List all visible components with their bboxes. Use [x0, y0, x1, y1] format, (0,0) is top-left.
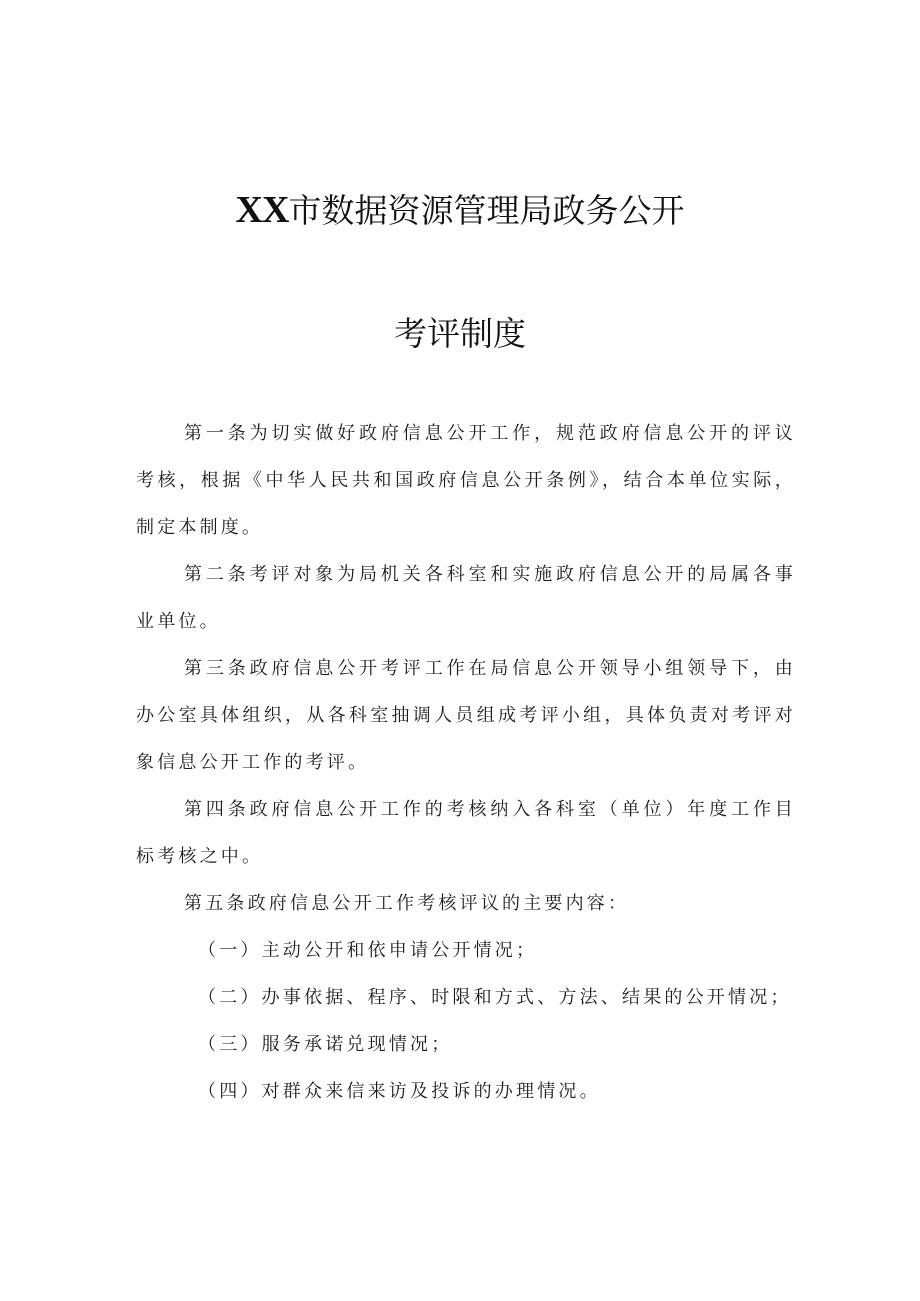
list-item-2: （二）办事依据、程序、时限和方式、方法、结果的公开情况； — [198, 987, 792, 1008]
article-4: 第四条政府信息公开工作的考核纳入各科室（单位）年度工作目标考核之中。 — [136, 799, 796, 867]
title-prefix: XX — [235, 189, 289, 231]
list-item-3: （三）服务承诺兑现情况； — [198, 1034, 453, 1055]
document-body — [136, 410, 796, 1115]
article-1: 第一条为切实做好政府信息公开工作，规范政府信息公开的评议考核，根据《中华人民共和国政府信息公开条例》，结合本单位实际，制定本制度。 — [136, 423, 796, 538]
list-item-4: （四）对群众来信来访及投诉的办理情况。 — [198, 1081, 601, 1102]
title-line-1-text: 市数据资源管理局政务公开 — [288, 191, 685, 230]
document-title-line-2: 考评制度 — [394, 314, 526, 353]
list-item-1: （一）主动公开和依申请公开情况； — [198, 940, 538, 961]
document-title-line-1 — [0, 190, 920, 231]
article-3: 第三条政府信息公开考评工作在局信息公开领导小组领导下，由办公室具体组织，从各科室抽调人员组成考评小组，具体负责对考评对象信息公开工作的考评。 — [136, 658, 796, 773]
article-2: 第二条考评对象为局机关各科室和实施政府信息公开的局属各事业单位。 — [136, 564, 796, 632]
article-5: 第五条政府信息公开工作考核评议的主要内容： — [184, 893, 630, 914]
